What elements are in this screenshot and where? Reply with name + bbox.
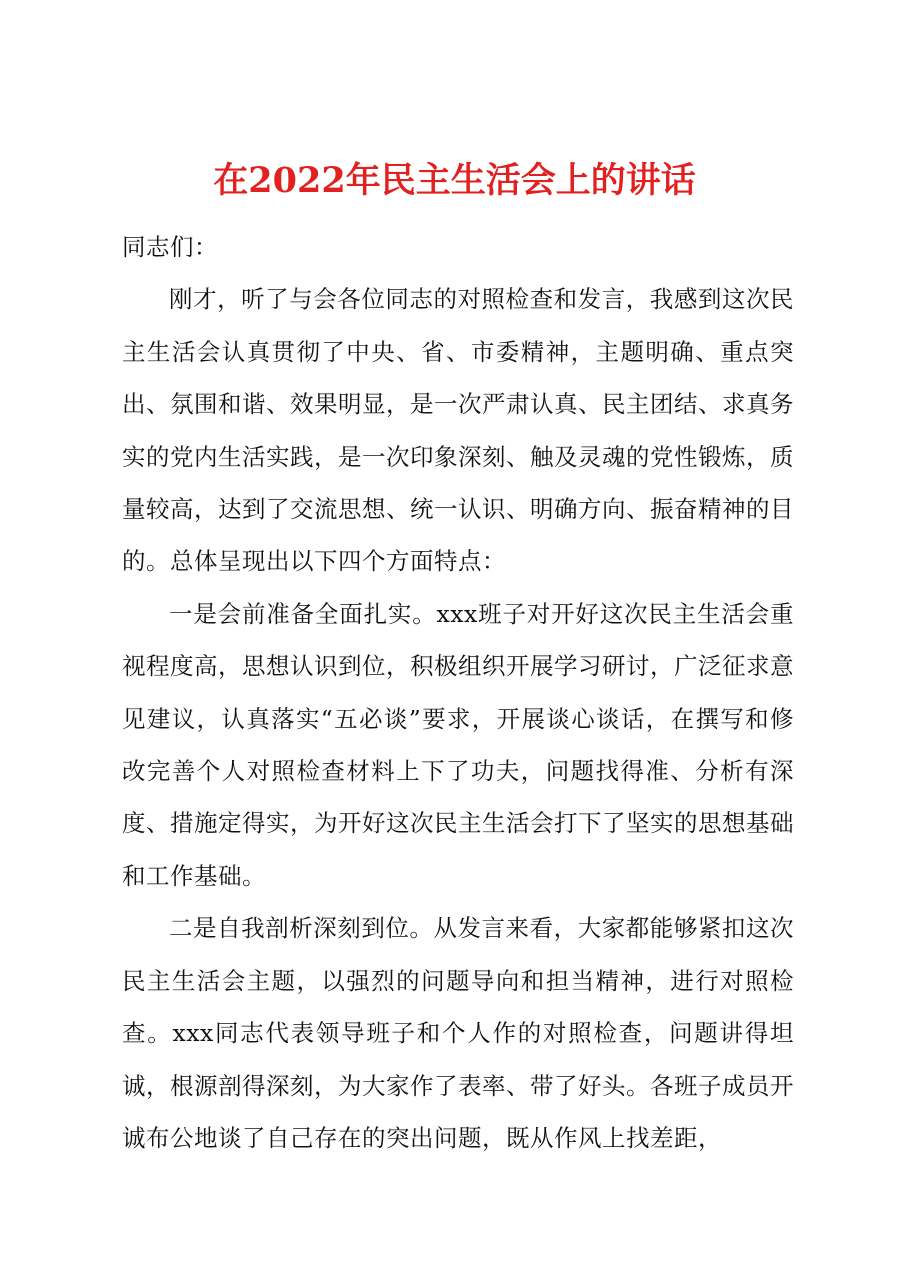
document-title: 在2022年民主生活会上的讲话 xyxy=(213,160,696,201)
document-body xyxy=(122,221,794,1164)
paragraph-1: 刚才，听了与会各位同志的对照检查和发言，我感到这次民主生活会认真贯彻了中央、省、市委精神，主题明确、重点突出、氛围和谐、效果明显，是一次严肃认真、民主团结、求真务实的党内生活实践，是一次印象深刻、触及灵魂的党性锻炼，质量较高，达到了交流思想、统一认识、明确方向、振奋精神的目的。总体呈现出以下四个方面特点： xyxy=(122,285,794,576)
salutation: 同志们： xyxy=(122,233,218,261)
paragraph-2: 一是会前准备全面扎实。xxx班子对开好这次民主生活会重视程度高，思想认识到位，积极组织开展学习研讨，广泛征求意见建议，认真落实“五必谈”要求，开展谈心谈话，在撰写和修改完善个人对照检查材料上下了功夫，问题找得准、分析有深度、措施定得实，为开好这次民主生活会打下了坚实的思想基础和工作基础。 xyxy=(122,599,794,890)
paragraph-3: 二是自我剖析深刻到位。从发言来看，大家都能够紧扣这次民主生活会主题，以强烈的问题导向和担当精神，进行对照检查。xxx同志代表领导班子和个人作的对照检查，问题讲得坦诚，根源剖得深刻，为大家作了表率、带了好头。各班子成员开诚布公地谈了自己存在的突出问题，既从作风上找差距， xyxy=(122,914,794,1152)
